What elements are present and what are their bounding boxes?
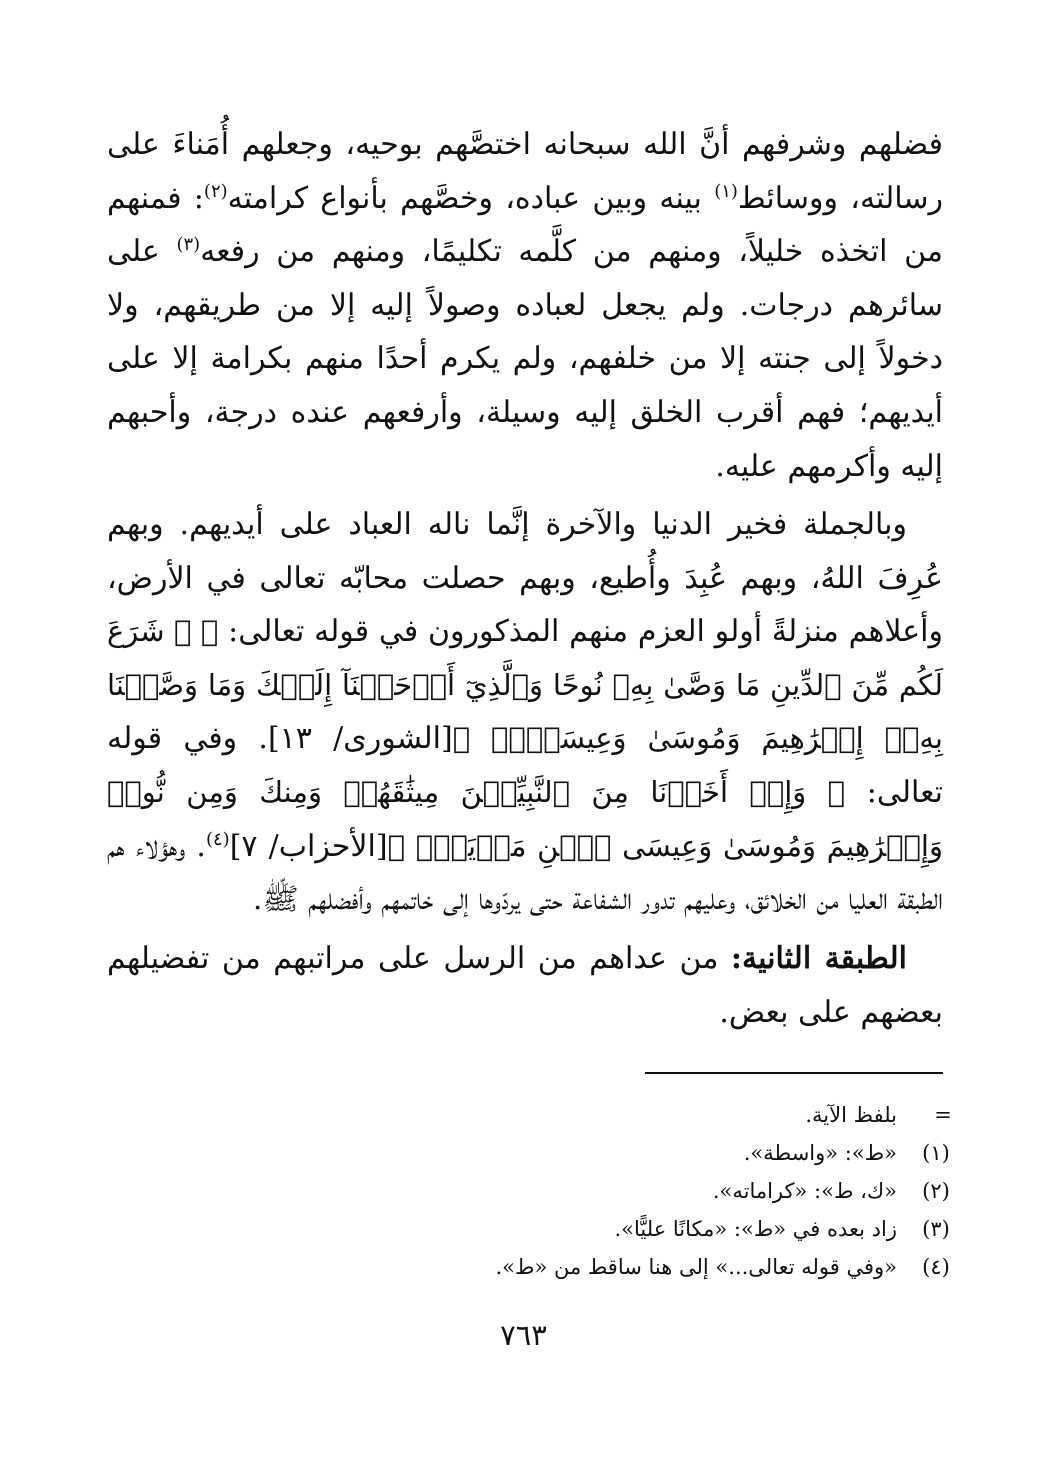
footnotes (81, 1096, 961, 1286)
footnote-mark: (٢) (922, 1179, 950, 1203)
paragraph-2-text-a: وبالجملة فخير الدنيا والآخرة إنَّما ناله العباد على أيديهم. وبهم عُرِفَ اللهُ، وبهم عُبِدَ وأُطيع، وبهم حصلت محابّه تعالى في الأرض، وأعلاهم منزلةً أولو العزم منهم المذكورون في قوله تعالى: (107, 507, 943, 650)
footnote-mark: (١) (922, 1141, 950, 1165)
paragraph-3 (107, 932, 943, 1039)
paragraph-1 (107, 118, 943, 493)
footnote-4 (81, 1248, 961, 1286)
footnote-ref-2: (٢) (203, 180, 228, 202)
footnote-1 (81, 1134, 961, 1172)
footnote-text: بلفظ الآية. (805, 1103, 897, 1127)
paragraph-3-text: من عداهم من الرسل على مراتبهم من تفضيلهم بعضهم على بعض. (107, 941, 943, 1030)
paragraph-1-text-d: على سائرهم درجات. ولم يجعل لعباده وصولاً إليه إلا من طريقهم، ولا دخولاً إلى جنته إلا من خلفهم، ولم يكرم أحدًا منهم بكرامة إلا على أيديهم؛ فهم أقرب الخلق إليه وسيلة، وأرفعهم عنده درجة، وأحبهم إليه وأكرمهم عليه. (107, 234, 943, 484)
footnote-text: «ط»: «واسطة». (743, 1141, 897, 1165)
quran-verse-ash-shura: ﴿ ۞ شَرَعَ لَكُم مِّنَ ٱلدِّينِ مَا وَصَّىٰ بِهِۦ نُوحًا وَٱلَّذِيٓ أَوۡحَيۡنَآ إِلَيۡكَ وَمَا وَصَّيۡنَا بِهِۦٓ إِبۡرَٰهِيمَ وَمُوسَىٰ وَعِيسَىٰٓۖ ﴾ (107, 614, 943, 756)
section-label-second-tier: الطبقة الثانية: (730, 941, 907, 976)
footnote-ref-1: (١) (714, 180, 738, 202)
footnote-2 (81, 1172, 961, 1210)
footnote-ref-4: (٤) (205, 828, 230, 850)
footnote-mark: = (934, 1103, 952, 1127)
verse-reference-ash-shura: [الشورى/ ١٣] (267, 721, 453, 757)
paragraph-2-text-c: . وهؤلاء هم الطبقة العليا من الخلائق، وعليهم تدور الشفاعة حتى يردّوها إلى خاتمهم وأفضلهم ﷺ. (107, 828, 943, 918)
footnote-3 (81, 1210, 961, 1248)
paragraph-1-text-b: بينه وبين عباده، وخصَّهم بأنواع كرامته (227, 180, 715, 216)
footnote-text: «وفي قوله تعالى...» إلى هنا ساقط من «ط». (495, 1255, 897, 1279)
footnote-text: زاد بعده في «ط»: «مكانًا عليًّا». (614, 1217, 897, 1241)
footnote-divider (645, 1072, 943, 1074)
footnote-ref-3: (٣) (176, 234, 201, 256)
footnote-mark: (٣) (922, 1217, 950, 1241)
paragraph-1-text-a: فضلهم وشرفهم أنَّ الله سبحانه اختصَّهم بوحيه، وجعلهم أُمَناءَ على رسالته، ووسائط (107, 127, 943, 216)
footnote-text: «ك، ط»: «كراماته». (712, 1179, 897, 1203)
paragraph-2 (107, 498, 943, 927)
footnote-mark: (٤) (922, 1255, 950, 1279)
quran-verse-al-ahzab: ﴿ وَإِذۡ أَخَذۡنَا مِنَ ٱلنَّبِيِّـۧنَ مِيثَٰقَهُمۡ وَمِنكَ وَمِن نُّوحٖ وَإِبۡرَٰهِيمَ وَمُوسَىٰ وَعِيسَى ٱبۡنِ مَرۡيَمَۖ ﴾ (107, 774, 943, 863)
paragraph-1-text-c: : فمنهم من اتخذه خليلاً، ومنهم من كلَّمه تكليمًا، ومنهم من رفعه (107, 180, 944, 270)
verse-reference-al-ahzab: [الأحزاب/ ٧] (229, 828, 388, 864)
page-number: ٧٦٣ (500, 1318, 547, 1352)
paragraph-2-text-b: . وفي قوله تعالى: (107, 721, 943, 810)
footnote-continuation (81, 1096, 961, 1134)
